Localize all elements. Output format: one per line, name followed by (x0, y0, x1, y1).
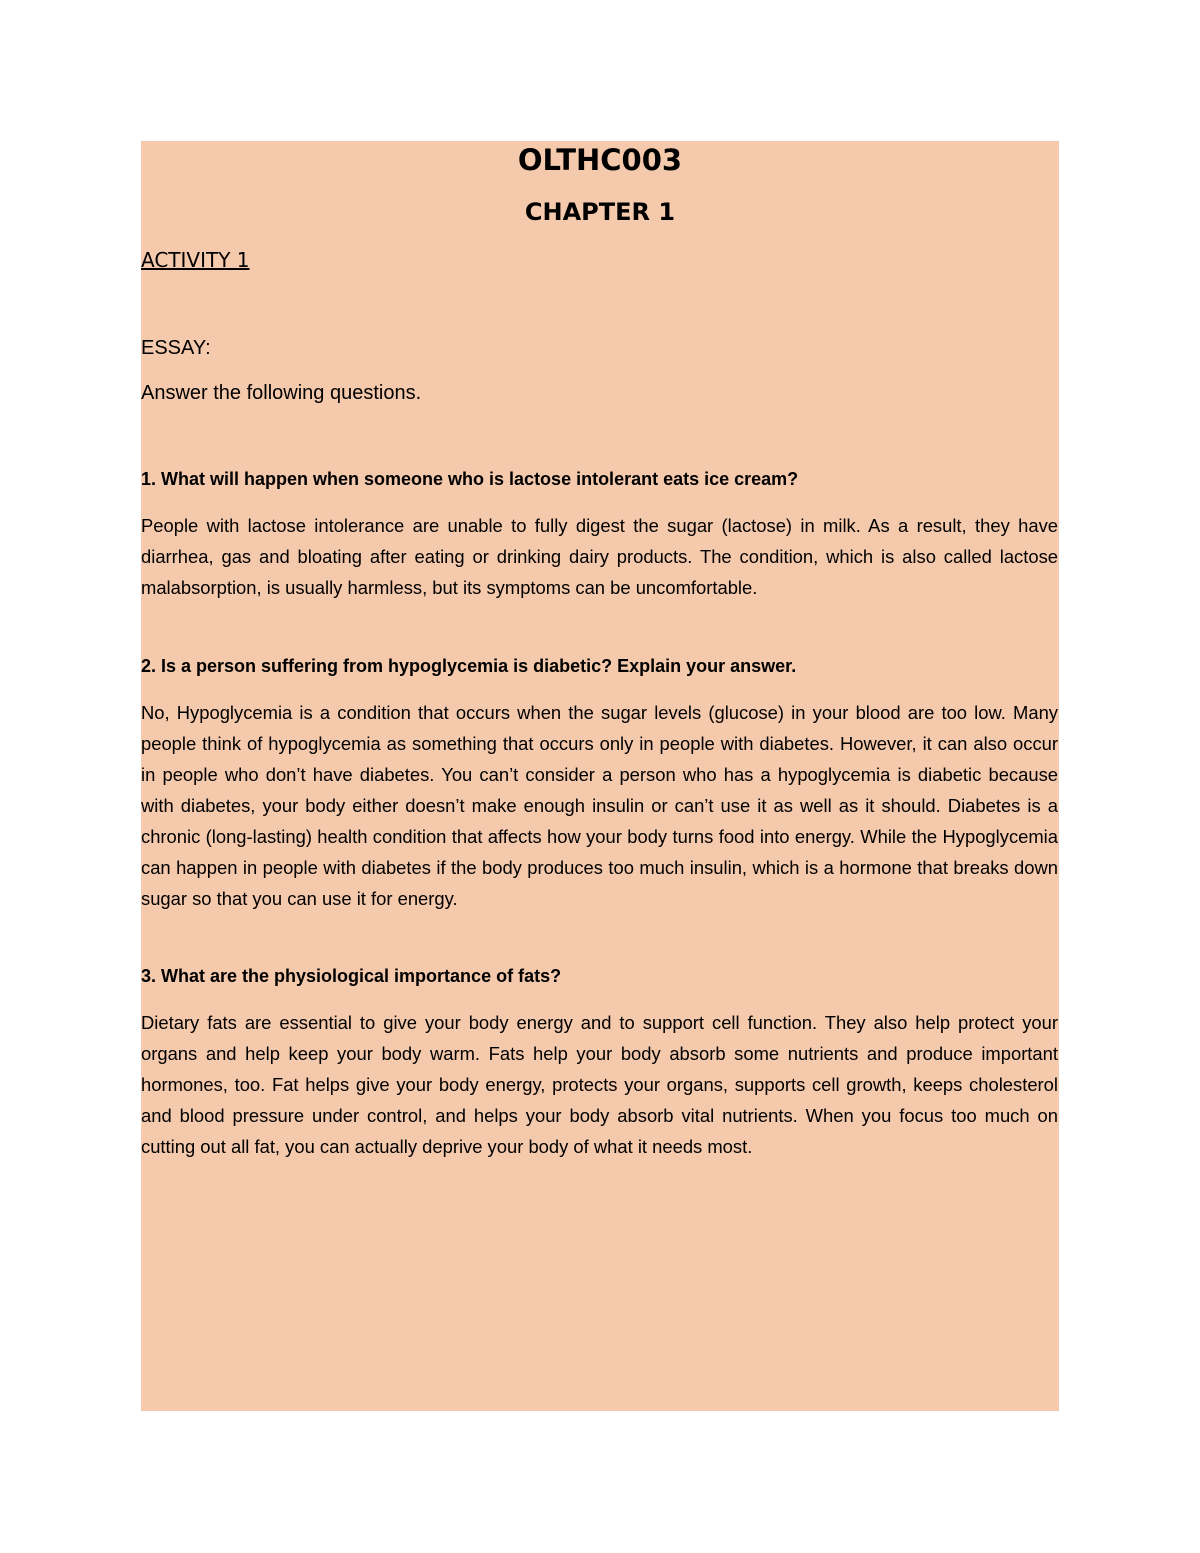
question-3: 3. What are the physiological importance of fats? (141, 966, 562, 986)
essay-label: ESSAY: (141, 337, 211, 359)
activity-heading: ACTIVITY 1 (141, 248, 250, 272)
question-2: 2. Is a person suffering from hypoglycemia is diabetic? Explain your answer. (141, 656, 797, 676)
question-block-2 (141, 651, 1058, 914)
chapter-heading: CHAPTER 1 (524, 198, 676, 226)
answer-3: Dietary fats are essential to give your body energy and to support cell function. They also help protect your organs and help keep your body warm. Fats help your body absorb some nutrients and produce important hormones, too. Fat helps give your body energy, protects your organs, supports cell growth, keeps cholesterol and blood pressure under control, and helps your body absorb vital nutrients. When you focus too much on cutting out all fat, you can actually deprive your body of what it needs most. (141, 1012, 1058, 1157)
answer-1: People with lactose intolerance are unable to fully digest the sugar (lactose) in milk. As a result, they have diarrhea, gas and bloating after eating or drinking dairy products. The condition, which is also called lactose malabsorption, is usually harmless, but its symptoms can be uncomfortable. (141, 515, 1058, 598)
answer-2: No, Hypoglycemia is a condition that occurs when the sugar levels (glucose) in your blood are too low. Many people think of hypoglycemia as something that occurs only in people with diabetes. However, it can also occur in people who don’t have diabetes. You can’t consider a person who has a hypoglycemia is diabetic because with diabetes, your body either doesn’t make enough insulin or can’t use it as well as it should. Diabetes is a chronic (long-lasting) health condition that affects how your body turns food into energy. While the Hypoglycemia can happen in people with diabetes if the body produces too much insulin, which is a hormone that breaks down sugar so that you can use it for energy. (141, 702, 1058, 909)
question-block-3 (141, 961, 1058, 1162)
document-code-title: OLTHC003 (517, 143, 683, 177)
question-block-1 (141, 464, 1058, 603)
question-1: 1. What will happen when someone who is lactose intolerant eats ice cream? (141, 469, 799, 489)
instruction-text: Answer the following questions. (141, 382, 422, 404)
